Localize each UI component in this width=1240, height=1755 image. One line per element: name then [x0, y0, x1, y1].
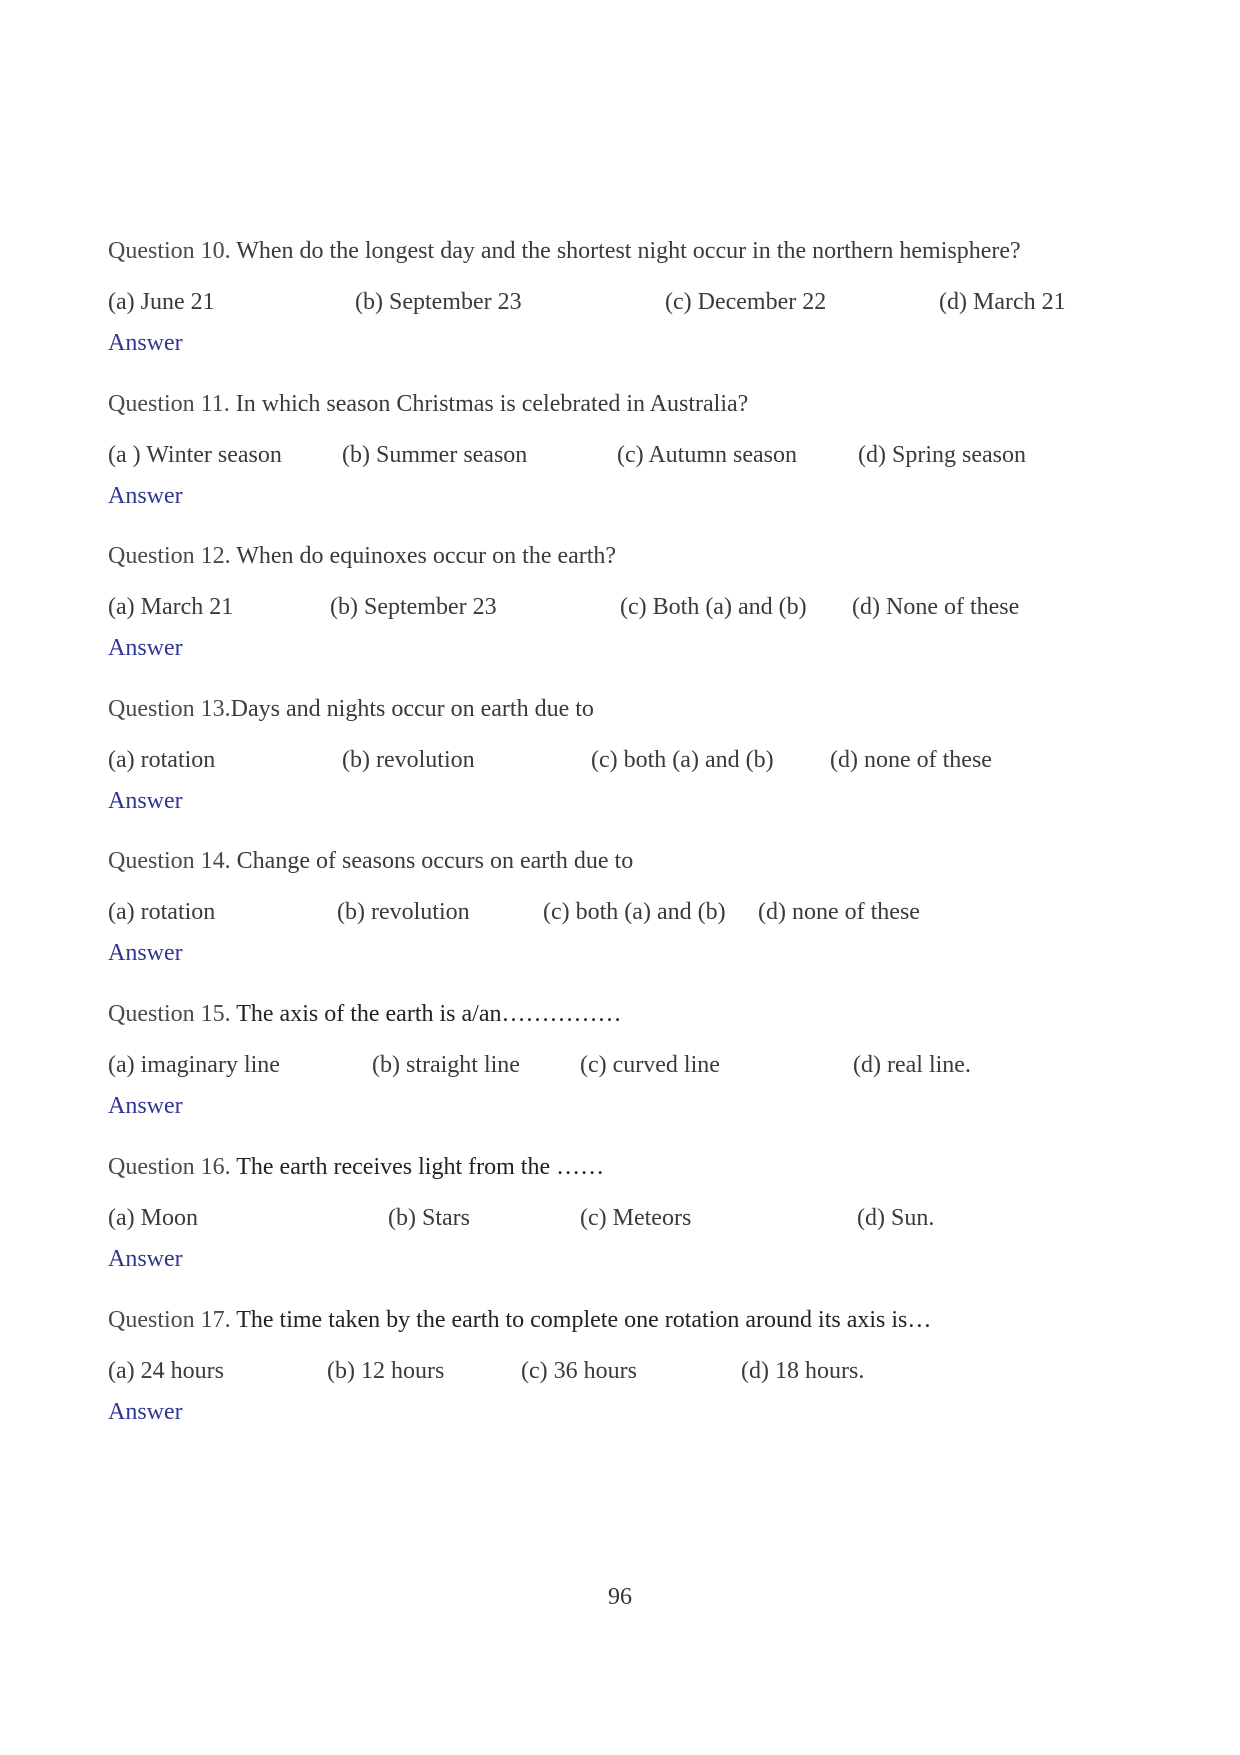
option-c: (c) both (a) and (b)	[543, 899, 726, 925]
option-d: (d) None of these	[852, 594, 1020, 620]
option-a: (a) rotation	[108, 747, 216, 773]
question-number: Question 17.	[108, 1307, 237, 1333]
question-text	[108, 999, 621, 1029]
option-b: (b) Summer season	[342, 442, 528, 468]
question-body: Change of seasons occurs on earth due to	[236, 848, 634, 874]
option-d: (d) real line.	[853, 1052, 971, 1078]
question-text	[108, 1152, 604, 1182]
option-a: (a) rotation	[108, 899, 216, 925]
option-a: (a ) Winter season	[108, 442, 282, 468]
answer-link[interactable]: Answer	[108, 940, 183, 966]
question-number: Question 12.	[108, 543, 237, 569]
question-number: Question 15.	[108, 1001, 237, 1027]
option-d: (d) none of these	[758, 899, 920, 925]
question-number: Question 10.	[108, 238, 237, 264]
question-body: Days and nights occur on earth due to	[230, 696, 594, 722]
option-a: (a) 24 hours	[108, 1358, 224, 1384]
question-body: The axis of the earth is a/an……………	[236, 1001, 622, 1027]
option-b: (b) 12 hours	[327, 1358, 445, 1384]
answer-link[interactable]: Answer	[108, 635, 183, 661]
option-b: (b) straight line	[372, 1052, 520, 1078]
question-body: When do the longest day and the shortest night occur in the northern hemisphere?	[236, 238, 1021, 264]
option-c: (c) Autumn season	[617, 442, 797, 468]
option-b: (b) September 23	[330, 594, 497, 620]
question-text	[108, 236, 1021, 266]
answer-link[interactable]: Answer	[108, 1399, 183, 1425]
question-text	[108, 1305, 931, 1335]
option-c: (c) curved line	[580, 1052, 720, 1078]
option-a: (a) imaginary line	[108, 1052, 280, 1078]
answer-link[interactable]: Answer	[108, 1246, 183, 1272]
question-body: The time taken by the earth to complete one rotation around its axis is…	[236, 1307, 932, 1333]
question-body: The earth receives light from the ……	[236, 1154, 605, 1180]
question-number: Question 11.	[108, 391, 236, 417]
answer-link[interactable]: Answer	[108, 1093, 183, 1119]
option-b: (b) September 23	[355, 289, 522, 315]
question-number: Question 13.	[108, 696, 231, 722]
option-b: (b) revolution	[337, 899, 470, 925]
question-number: Question 14.	[108, 848, 237, 874]
question-text	[108, 389, 748, 419]
answer-link[interactable]: Answer	[108, 788, 183, 814]
option-b: (b) Stars	[388, 1205, 470, 1231]
question-body: When do equinoxes occur on the earth?	[236, 543, 617, 569]
question-text	[108, 541, 616, 571]
option-c: (c) 36 hours	[521, 1358, 637, 1384]
answer-link[interactable]: Answer	[108, 483, 183, 509]
option-a: (a) June 21	[108, 289, 215, 315]
answer-link[interactable]: Answer	[108, 330, 183, 356]
option-d: (d) Spring season	[858, 442, 1026, 468]
option-d: (d) 18 hours.	[741, 1358, 865, 1384]
question-text	[108, 846, 633, 876]
option-a: (a) March 21	[108, 594, 234, 620]
option-d: (d) March 21	[939, 289, 1066, 315]
question-body: In which season Christmas is celebrated in Australia?	[235, 391, 749, 417]
option-c: (c) both (a) and (b)	[591, 747, 774, 773]
option-a: (a) Moon	[108, 1205, 198, 1231]
option-d: (d) none of these	[830, 747, 992, 773]
question-number: Question 16.	[108, 1154, 237, 1180]
option-c: (c) Both (a) and (b)	[620, 594, 807, 620]
option-d: (d) Sun.	[857, 1205, 935, 1231]
page-number: 96	[608, 1584, 632, 1610]
question-text	[108, 694, 594, 724]
option-b: (b) revolution	[342, 747, 475, 773]
option-c: (c) December 22	[665, 289, 827, 315]
option-c: (c) Meteors	[580, 1205, 692, 1231]
